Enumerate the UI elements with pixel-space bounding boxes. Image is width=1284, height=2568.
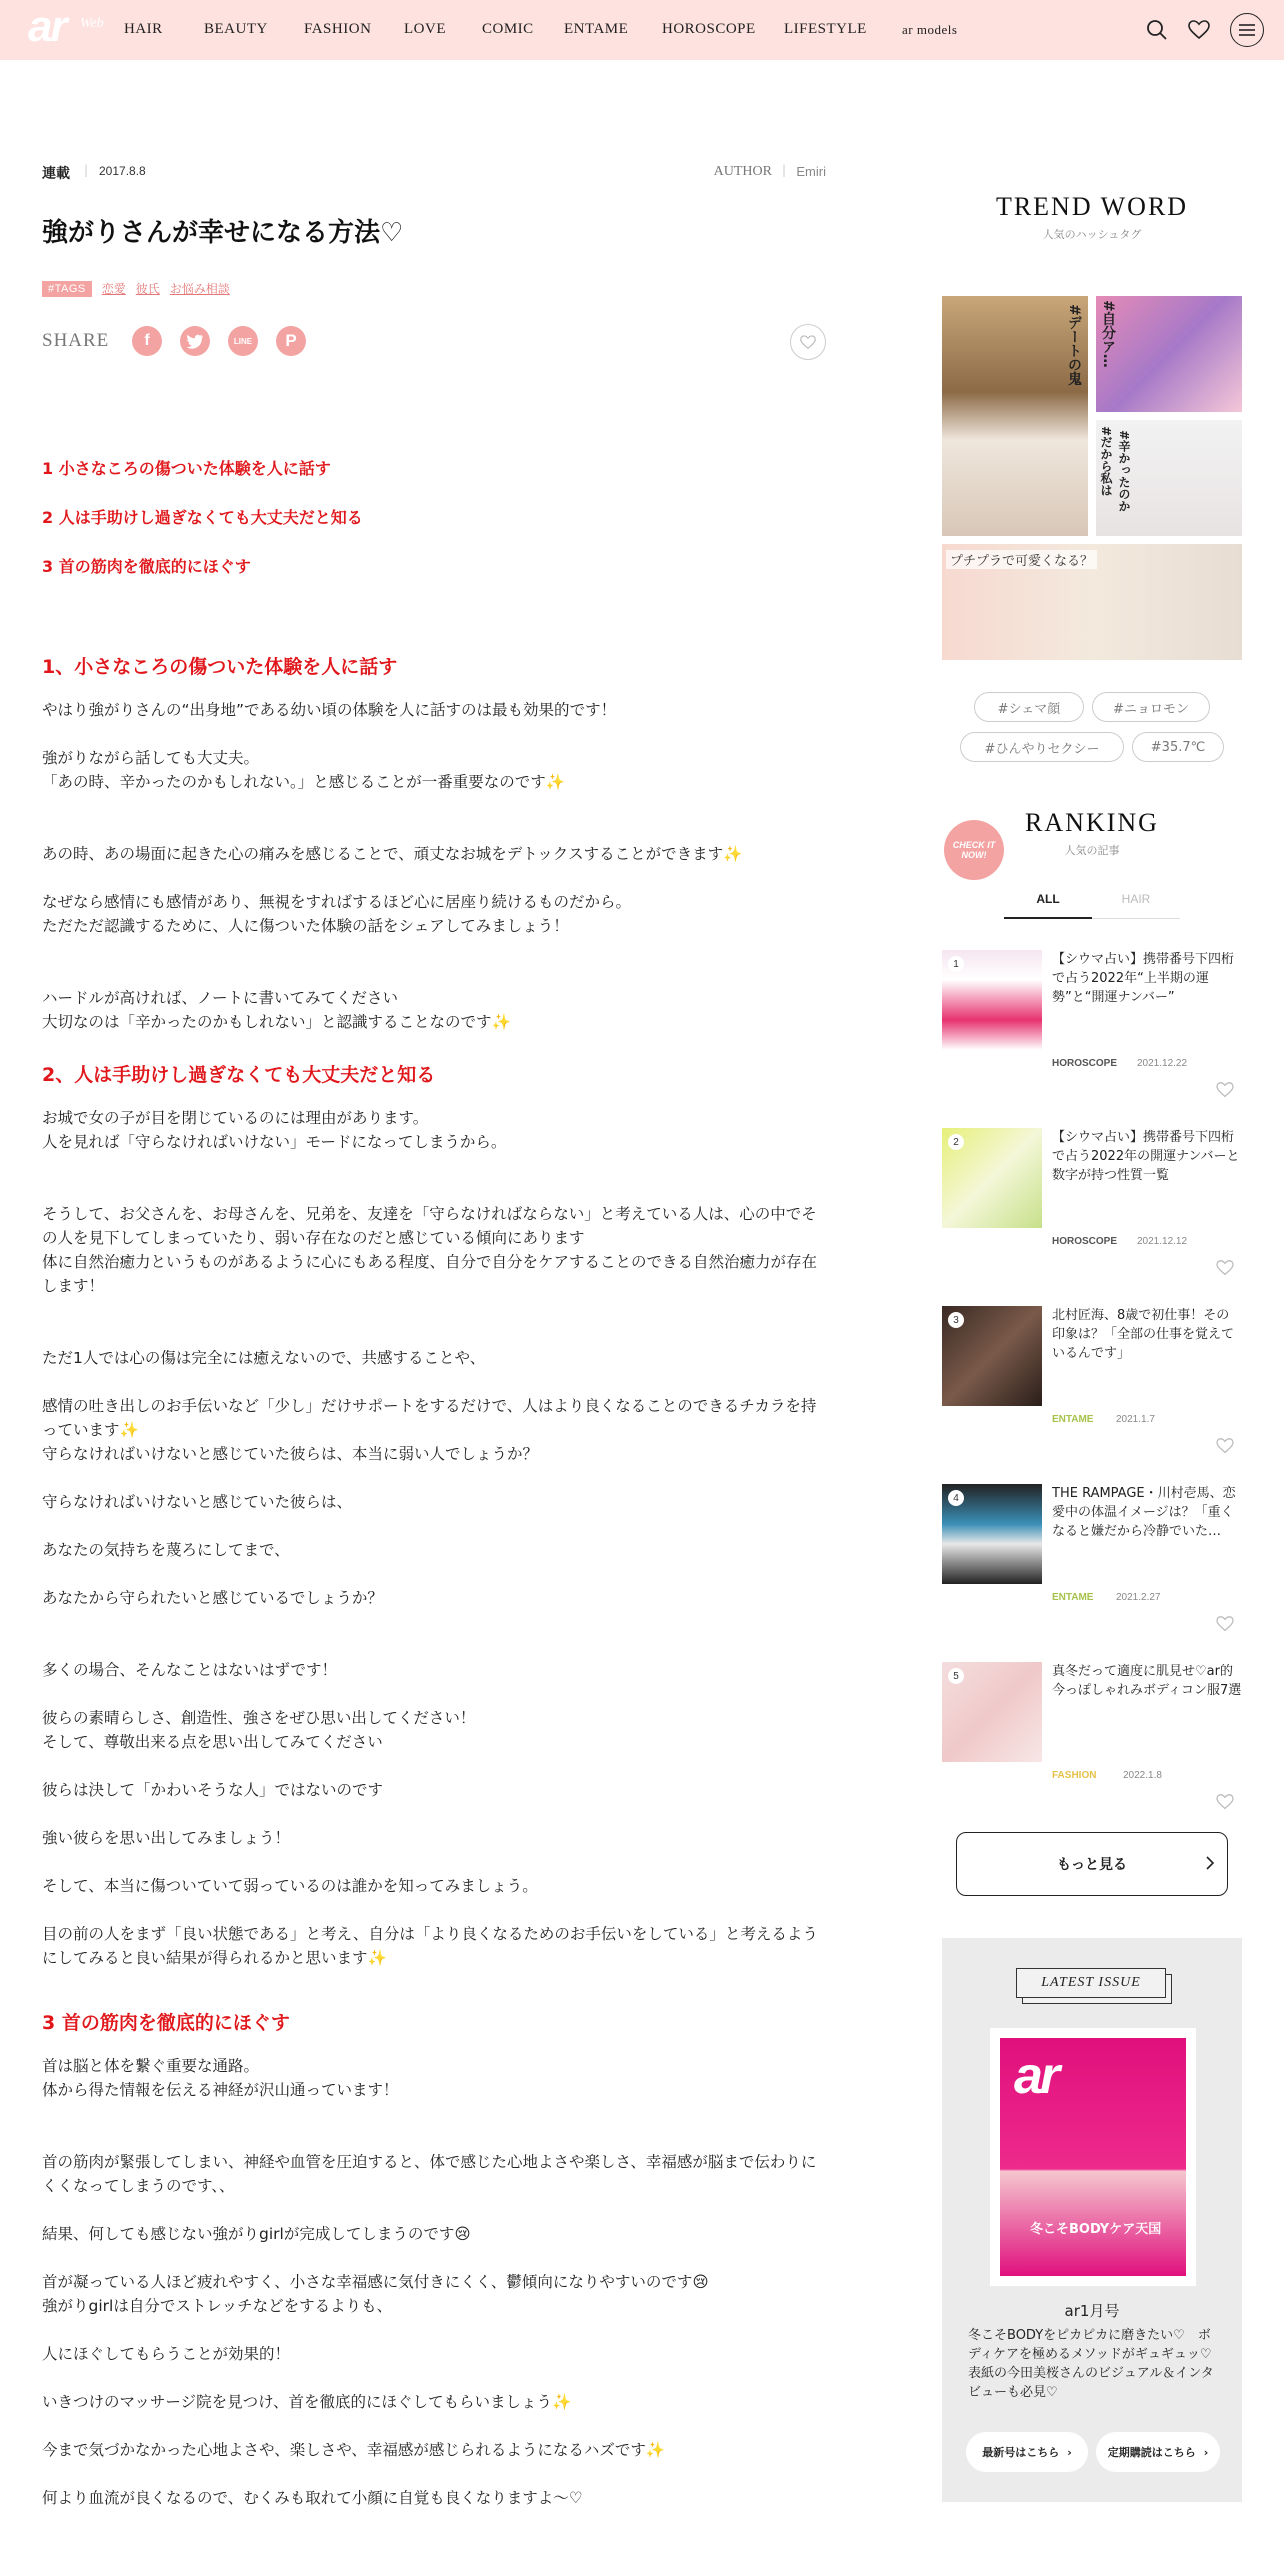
author-label: AUTHOR xyxy=(713,164,772,179)
ranking-thumbnail[interactable] xyxy=(942,950,1042,1050)
search-icon[interactable] xyxy=(1146,19,1168,41)
section-heading: 2、人は手助けし過ぎなくても大丈夫だと知る xyxy=(42,1064,436,1086)
facebook-icon[interactable]: f xyxy=(132,326,162,356)
paragraph: 何より血流が良くなるので、むくみも取れて小顔に自覚も良くなりますよ～♡ xyxy=(42,2489,583,2507)
ranking-subtitle: 人気の記事 xyxy=(1064,844,1120,857)
divider: | xyxy=(84,163,89,177)
section-heading: 3 首の筋肉を徹底的にほぐす xyxy=(42,2012,290,2034)
logo-sub: Web xyxy=(80,16,104,31)
paragraph: 目の前の人をまず「良い状態である」と考え、自分は「より良くなるためのお手伝いをしている」と考えるようにしてみると良い結果が得られるかと思います✨ xyxy=(42,1925,818,1967)
toc-item[interactable]: 1 小さなころの傷ついた体験を人に話す xyxy=(42,459,331,478)
more-button[interactable] xyxy=(956,1832,1228,1896)
logo-text: ar xyxy=(28,2,66,51)
ranking-date: 2021.2.27 xyxy=(1116,1592,1161,1603)
share-row xyxy=(42,324,826,358)
cover-headline: 冬こそBODYケア天国 xyxy=(1030,2222,1162,2237)
toc-item[interactable]: 3 首の筋肉を徹底的にほぐす xyxy=(42,557,251,576)
nav-item-love[interactable]: LOVE xyxy=(404,21,446,37)
ranking-thumbnail[interactable] xyxy=(942,1484,1042,1584)
article-body xyxy=(42,654,826,2510)
section-heading: 1、小さなころの傷ついた体験を人に話す xyxy=(42,656,398,678)
ranking-thumbnail[interactable] xyxy=(942,1662,1042,1762)
trend-image-text: #だから私は xyxy=(1099,426,1113,497)
heart-icon xyxy=(800,335,816,350)
ranking-item[interactable] xyxy=(942,1662,1242,1822)
ranking-thumbnail[interactable] xyxy=(942,1306,1042,1406)
paragraph: 彼らの素晴らしさ、創造性、強さをぜひ思い出してください！ そして、尊敬出来る点を思い出してみてください xyxy=(42,1709,476,1751)
ranking-title: RANKING xyxy=(1025,808,1159,837)
hashtag[interactable]: #ニョロモン xyxy=(1092,692,1210,722)
divider: | xyxy=(781,163,786,177)
nav-item-hair[interactable]: HAIR xyxy=(124,21,163,37)
line-icon[interactable]: LINE xyxy=(228,326,258,356)
latest-issue-label: LATEST ISSUE xyxy=(1016,1968,1166,1998)
ranking-title-text[interactable]: 真冬だって適度に肌見せ♡ar的今っぽしゃれみボディコン服7選 xyxy=(1052,1664,1242,1698)
hamburger-icon xyxy=(1239,24,1255,36)
tag-link[interactable]: お悩み相談 xyxy=(169,282,230,296)
paragraph: 首が凝っている人ほど疲れやすく、小さな幸福感に気付きにくく、鬱傾向になりやすいのです😢 強がりgirlは自分でストレッチなどをするよりも、 xyxy=(42,2273,709,2315)
ranking-title-text[interactable]: 【シウマ占い】携帯番号下四桁で占う2022年の開運ナンバーと数字が持つ性質一覧 xyxy=(1052,1130,1240,1183)
trend-image-girl[interactable] xyxy=(1096,420,1242,536)
hashtag[interactable]: #シェマ顔 xyxy=(974,692,1084,722)
check-it-now-badge: CHECK IT NOW! xyxy=(944,820,1004,880)
menu-button[interactable] xyxy=(1230,13,1264,47)
paragraph: 人にほぐしてもらうことが効果的！ xyxy=(42,2345,291,2363)
latest-issue-button-label: 最新号はこちら xyxy=(982,2446,1060,2459)
trend-image-text: #辛かったのか xyxy=(1117,430,1131,513)
chevron-right-icon: › xyxy=(1067,2445,1072,2459)
share-label: SHARE xyxy=(42,330,110,351)
ranking-category[interactable]: HOROSCOPE xyxy=(1052,1058,1118,1069)
paragraph: 強がりながら話しても大丈夫。 「あの時、辛かったのかもしれない。」と感じることが一番重要なのです✨ xyxy=(42,749,566,791)
tag-link[interactable]: 彼氏 xyxy=(135,282,160,296)
heart-icon[interactable] xyxy=(1216,1260,1234,1280)
paragraph: 彼らは決して「かわいそうな人」ではないのです xyxy=(42,1781,384,1799)
hashtag[interactable]: #ひんやりセクシー xyxy=(960,732,1124,762)
heart-icon[interactable] xyxy=(1216,1616,1234,1636)
series-label[interactable]: 連載 xyxy=(42,166,70,182)
magazine-cover[interactable] xyxy=(990,2028,1196,2286)
ranking-title-text[interactable]: 北村匠海、8歳で初仕事！その印象は？「全部の仕事を覚えているんです」 xyxy=(1052,1308,1235,1361)
paragraph: 守らなければいけないと感じていた彼らは、 xyxy=(42,1493,353,1511)
paragraph: 強い彼らを思い出してみましょう！ xyxy=(42,1829,291,1847)
subscribe-button[interactable] xyxy=(1096,2432,1220,2472)
paragraph: 結果、何しても感じない強がりgirlが完成してしまうのです😢 xyxy=(42,2225,471,2243)
tab-all[interactable]: ALL xyxy=(1036,892,1060,906)
trend-title: TREND WORD xyxy=(995,192,1189,221)
favorite-button[interactable] xyxy=(790,324,826,360)
ranking-category[interactable]: ENTAME xyxy=(1052,1414,1094,1425)
ranking-item[interactable] xyxy=(942,1484,1242,1644)
paragraph: ただ1人では心の傷は完全には癒えないので、共感することや、 xyxy=(42,1349,486,1367)
ranking-date: 2022.1.8 xyxy=(1123,1770,1162,1781)
trend-image-date[interactable] xyxy=(942,296,1088,536)
article-tags xyxy=(42,280,230,297)
ranking-date: 2021.12.22 xyxy=(1137,1058,1188,1069)
paragraph: 首の筋肉が緊張してしまい、神経や血管を圧迫すると、体で感じた心地よさや楽しさ、幸福感が脳まで伝わりにくくなってしまうのです、、 xyxy=(42,2153,817,2195)
paragraph: あなたから守られたいと感じているでしょうか？ xyxy=(42,1589,383,1607)
nav-item-entame[interactable]: ENTAME xyxy=(564,21,629,37)
nav-item-ar-models[interactable]: ar models xyxy=(902,22,958,37)
rank-number: 2 xyxy=(948,1134,964,1150)
paragraph: 多くの場合、そんなことはないはずです！ xyxy=(42,1661,337,1679)
tags-label: #TAGS xyxy=(42,281,92,297)
tab-hair[interactable]: HAIR xyxy=(1121,892,1151,906)
trend-image-banner[interactable] xyxy=(942,544,1242,660)
tab-active-indicator xyxy=(1004,917,1092,919)
chevron-right-icon: › xyxy=(1203,2445,1209,2459)
ranking-item[interactable] xyxy=(942,1306,1242,1466)
ranking-date: 2021.12.12 xyxy=(1137,1236,1188,1247)
latest-issue xyxy=(942,1938,1242,2502)
banner-caption: プチプラで可愛くなる？ xyxy=(946,550,1097,569)
heart-icon[interactable] xyxy=(1216,1438,1234,1458)
rank-number: 3 xyxy=(948,1312,964,1328)
paragraph: ハードルが高ければ、ノートに書いてみてください 大切なのは「辛かったのかもしれない」と認識することなのです✨ xyxy=(42,989,511,1031)
favorite-heart-icon[interactable] xyxy=(1188,20,1210,40)
author-name[interactable]: Emiri xyxy=(796,164,826,179)
ranking-thumbnail[interactable] xyxy=(942,1128,1042,1228)
paragraph: いきつけのマッサージ院を見つけ、首を徹底的にほぐしてもらいましょう✨ xyxy=(42,2393,572,2411)
nav-item-lifestyle[interactable]: LIFESTYLE xyxy=(784,21,867,37)
sidebar xyxy=(942,160,1242,2459)
rank-number: 1 xyxy=(948,956,964,972)
article-title: 強がりさんが幸せになる方法♡ xyxy=(42,218,404,248)
site-logo[interactable] xyxy=(28,2,108,54)
heart-icon[interactable] xyxy=(1216,1082,1234,1102)
ranking-item[interactable] xyxy=(942,1128,1242,1288)
nav-item-comic[interactable]: COMIC xyxy=(482,21,534,37)
paragraph: そうして、お父さんを、お母さんを、兄弟を、友達を「守らなければならない」と考えている人は、心の中でその人を見下してしまっていたり、弱い存在なのだと感じている傾向にあります 体に自然治癒力というものがあるように心にもある程度、自分で自分をケアすることのできる自然治癒力が存在します！ xyxy=(42,1205,818,1295)
rank-number: 5 xyxy=(948,1668,964,1684)
subscribe-button-label: 定期購読はこちら xyxy=(1107,2446,1196,2459)
issue-description: 冬こそBODYをピカピカに磨きたい♡ ボディケアを極めるメソッドがギュギュッ♡ 表紙の今田美桜さんのビジュアル＆インタビューも必見♡ xyxy=(968,2328,1214,2400)
cover-logo: ar xyxy=(1014,2047,1058,2105)
trend-image-text: #デートの鬼 xyxy=(1066,304,1082,386)
paragraph: そして、本当に傷ついていて弱っているのは誰かを知ってみましょう。 xyxy=(42,1877,538,1895)
cover-image xyxy=(1000,2038,1186,2276)
ranking-category[interactable]: HOROSCOPE xyxy=(1052,1236,1118,1247)
article-date: 2017.8.8 xyxy=(99,164,146,178)
ranking-tabs xyxy=(1004,892,1180,922)
tag-link[interactable]: 恋愛 xyxy=(101,282,126,296)
ranking-item[interactable] xyxy=(942,950,1242,1110)
nav-item-beauty[interactable]: BEAUTY xyxy=(204,21,268,37)
trend-subtitle: 人気のハッシュタグ xyxy=(1042,228,1142,241)
ranking-date: 2021.1.7 xyxy=(1116,1414,1155,1425)
chevron-right-icon xyxy=(1205,1855,1215,1871)
table-of-contents xyxy=(42,456,363,603)
rank-number: 4 xyxy=(948,1490,964,1506)
nav-item-fashion[interactable]: FASHION xyxy=(304,21,372,37)
toc-item[interactable]: 2 人は手助けし過ぎなくても大丈夫だと知る xyxy=(42,508,363,527)
ranking-title-text[interactable]: THE RAMPAGE・川村壱馬、恋愛中の体温イメージは？「重くなると嫌だから冷静でいた… xyxy=(1052,1486,1236,1539)
nav-item-horoscope[interactable]: HOROSCOPE xyxy=(662,21,756,37)
hashtag[interactable]: #35.7℃ xyxy=(1132,732,1224,762)
trend-image-donuts[interactable] xyxy=(1096,296,1242,412)
ranking-title-text[interactable]: 【シウマ占い】携帯番号下四桁で占う2022年“上半期の運勢”と“開運ナンバー” xyxy=(1052,952,1235,1005)
trend-images[interactable] xyxy=(942,296,1242,660)
paragraph: 感情の吐き出しのお手伝いなど「少し」だけサポートをするだけで、人はより良くなることのできるチカラを持っています✨ 守らなければいけないと感じていた彼らは、本当に弱い人でしょうか？ xyxy=(42,1397,817,1463)
paragraph: 今まで気づかなかった心地よさや、楽しさや、幸福感が感じられるようになるハズです✨ xyxy=(42,2441,666,2459)
paragraph: お城で女の子が目を閉じているのには理由があります。 人を見れば「守らなければいけない」モードになってしまうから。 xyxy=(42,1109,507,1151)
site-header xyxy=(0,0,1284,60)
paragraph: あの時、あの場面に起きた心の痛みを感じることで、頑丈なお城をデトックスすることができます✨ xyxy=(42,845,743,863)
ranking-category[interactable]: ENTAME xyxy=(1052,1592,1094,1603)
trend-image-text: #自分ア… xyxy=(1100,300,1116,368)
twitter-icon[interactable] xyxy=(180,326,210,356)
heart-icon[interactable] xyxy=(1216,1794,1234,1814)
article-meta xyxy=(42,160,826,182)
paragraph: なぜなら感情にも感情があり、無視をすればするほど心に居座り続けるものだから。 ただただ認識するために、人に傷ついた体験の話をシェアしてみましょう！ xyxy=(42,893,632,935)
paragraph: あなたの気持ちを蔑ろにしてまで、 xyxy=(42,1541,290,1559)
paragraph: 首は脳と体を繋ぐ重要な通路。 体から得た情報を伝える神経が沢山通っています！ xyxy=(42,2057,399,2099)
paragraph: やはり強がりさんの“出身地”である幼い頃の体験を人に話すのは最も効果的です！ xyxy=(42,701,617,719)
pinterest-icon[interactable]: P xyxy=(276,326,306,356)
latest-issue-button[interactable] xyxy=(966,2432,1088,2472)
ranking-category[interactable]: FASHION xyxy=(1052,1770,1097,1781)
ranking-section xyxy=(942,800,1242,1781)
issue-name: ar1月号 xyxy=(1064,2302,1120,2320)
more-button-label: もっと見る xyxy=(1057,1857,1127,1873)
